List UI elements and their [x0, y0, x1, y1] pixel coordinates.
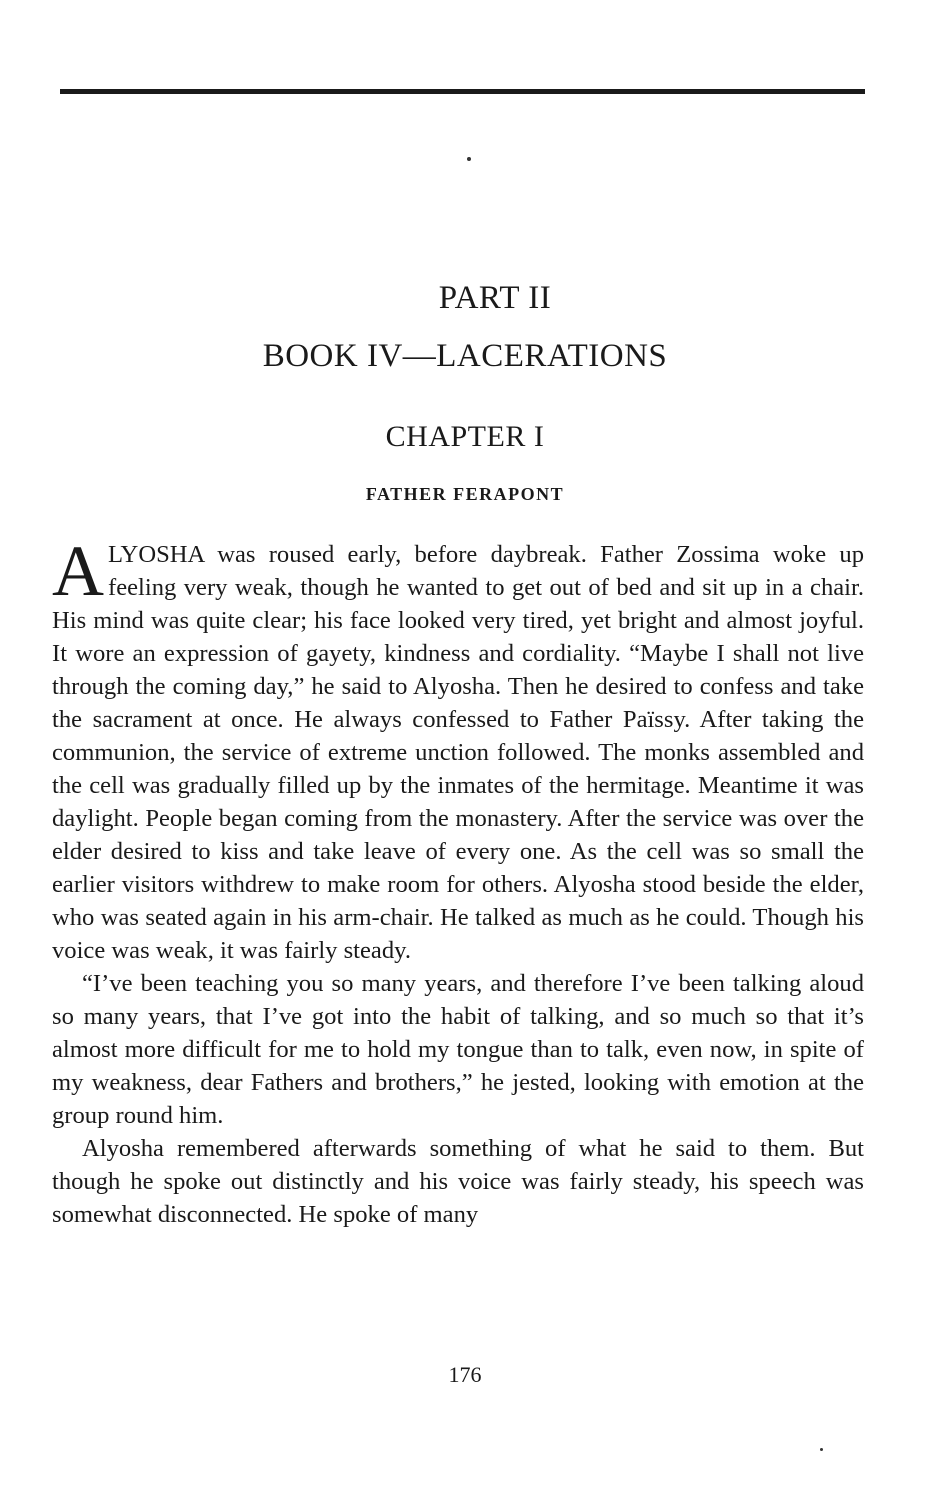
ink-speck — [820, 1448, 823, 1451]
drop-cap: A — [52, 531, 104, 611]
part-title: PART II — [438, 280, 552, 316]
paragraph-2: “I’ve been teaching you so many years, and therefore I’ve been talking aloud so many years, that I’ve got into the habit of talking, and so much so that it’s almost more difficult for me to hold my tongue than to talk, even now, in spite of my weakness, dear Fathers and brothers,” he jested, looking with emotion at the group round him. — [52, 970, 864, 1129]
page-number: 176 — [448, 1362, 482, 1387]
top-rule — [60, 89, 865, 94]
chapter-title: CHAPTER I — [385, 420, 545, 453]
paragraph-1 — [52, 531, 864, 967]
paragraph-3: Alyosha remembered afterwards something of what he said to them. But though he spoke out distinctly and his voice was fairly steady, his speech was somewhat disconnected. He spoke of many — [52, 1135, 864, 1228]
body-text — [52, 531, 864, 1231]
paragraph-1-text: LYOSHA was roused early, before daybreak. Father Zossima woke up feeling very weak, though he wanted to get out of bed and sit up in a chair. His mind was quite clear; his face looked very tired, yet bright and almost joyful. It wore an expression of gayety, kindness and cordiality. “Maybe I shall not live through the coming day,” he said to Alyosha. Then he desired to confess and take the sacrament at once. He always confessed to Father Païssy. After taking the communion, the service of extreme unction followed. The monks assembled and the cell was gradually filled up by the inmates of the hermitage. Meantime it was daylight. People began coming from the monastery. After the service was over the elder desired to kiss and take leave of every one. As the cell was so small the earlier visitors withdrew to make room for others. Alyosha stood beside the elder, who was seated again in his arm-chair. He talked as much as he could. Though his voice was weak, it was fairly steady. — [52, 541, 864, 964]
ink-speck — [467, 157, 471, 161]
section-title: FATHER FERAPONT — [365, 484, 565, 504]
book-title: BOOK IV—LACERATIONS — [262, 338, 668, 374]
